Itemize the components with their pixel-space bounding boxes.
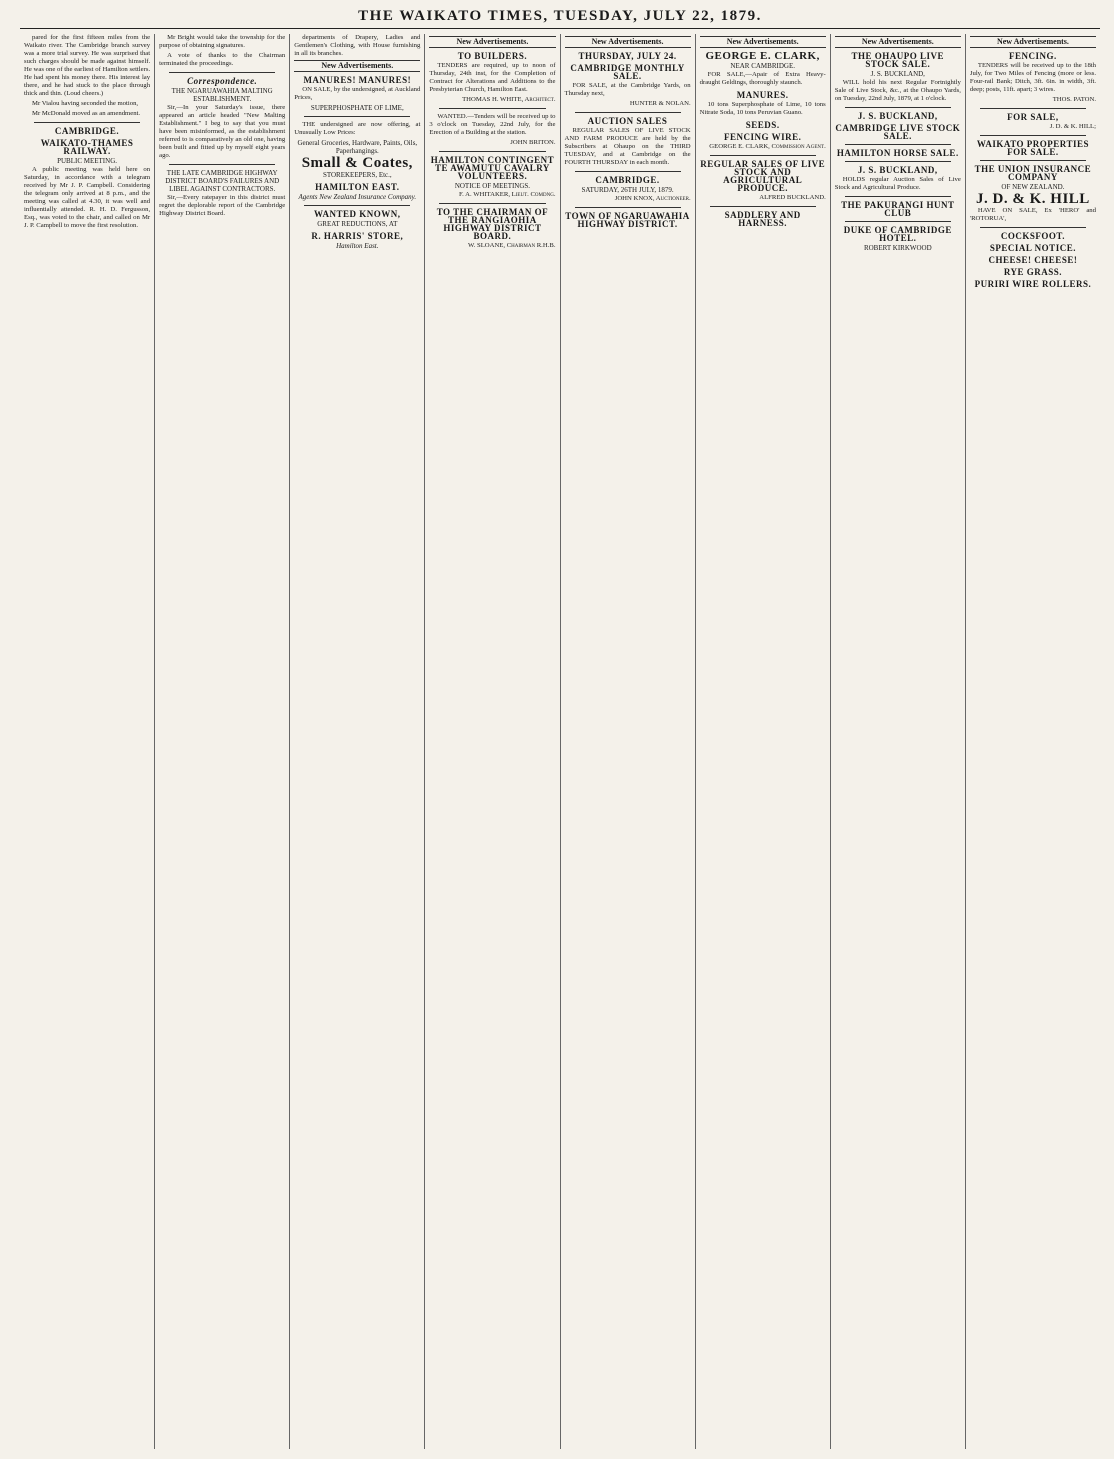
ad-heading: THURSDAY, JULY 24. <box>578 51 677 61</box>
ad-signature: JOHN KNOX, Auctioneer. <box>614 195 691 202</box>
column-8 <box>966 34 1100 1449</box>
masthead-rule <box>20 28 1100 29</box>
divider <box>169 72 275 73</box>
ad-subheading: J. S. BUCKLAND, <box>870 70 925 78</box>
article-subheading: PUBLIC MEETING. <box>57 157 117 165</box>
ad-signature: J. D. & K. HILL; <box>1049 123 1096 130</box>
ad-heading: TO BUILDERS. <box>457 51 528 61</box>
ad-heading: PURIRI WIRE ROLLERS. <box>974 279 1092 289</box>
newspaper-columns <box>20 34 1100 1449</box>
letter-text: Sir,—Every ratepayer in this district must regret the deplorable report of the Cambridge Highway District Board. <box>159 194 286 217</box>
column-6 <box>696 34 831 1449</box>
letter-text: Sir,—In your Saturday's issue, there appeared an article headed "New Malting Establishment." I beg to say that you must have been misinformed, as the establishment referred to is comparatively an old one, having been built and fitted up by myself eight years ago. <box>159 104 286 159</box>
ad-heading: DUKE OF CAMBRIDGE HOTEL. <box>843 225 952 243</box>
divider <box>980 135 1086 136</box>
ad-signature: ALFRED BUCKLAND. <box>759 194 826 201</box>
divider <box>169 164 275 165</box>
ad-heading: SEEDS. <box>745 120 780 130</box>
column-5 <box>561 34 696 1449</box>
ad-text: FOR SALE,—Apair of Extra Heavy-draught Geldings, thoroughly staunch. <box>699 71 826 86</box>
ad-heading: THE OHAUPO LIVE STOCK SALE. <box>851 51 945 69</box>
ad-text: departments of Drapery, Ladies and Gentlemen's Clothing, with House furnishing in all its branches. <box>294 34 421 57</box>
divider <box>710 206 816 207</box>
ad-list: General Groceries, Hardware, Paints, Oils, Paperhangings. <box>297 139 418 155</box>
section-heading: New Advertisements. <box>294 60 420 72</box>
ad-text: WANTED.—Tenders will be received up to 3 o'clock on Tuesday, 22nd July, for the Erection of a Building at the station. <box>429 113 556 136</box>
masthead: THE WAIKATO TIMES, TUESDAY, JULY 22, 1879. <box>358 8 762 24</box>
ad-subheading: NEAR CAMBRIDGE. <box>730 62 795 70</box>
divider <box>845 161 951 162</box>
ad-heading: CAMBRIDGE MONTHLY SALE. <box>570 63 685 81</box>
ad-heading: MANURES. <box>736 90 789 100</box>
ad-signature: THOS. PATON. <box>1052 96 1096 103</box>
ad-heading: THE PAKURANGI HUNT CLUB <box>841 200 955 218</box>
divider <box>845 221 951 222</box>
ad-heading: FENCING WIRE. <box>724 132 802 142</box>
divider <box>980 227 1086 228</box>
divider <box>34 122 140 123</box>
ad-heading: SPECIAL NOTICE. <box>989 243 1076 253</box>
ad-banner-note: Agents New Zealand Insurance Company. <box>298 193 417 201</box>
column-4 <box>425 34 560 1449</box>
divider <box>439 108 545 109</box>
section-heading: CAMBRIDGE. <box>54 126 120 136</box>
ad-subheading: OF NEW ZEALAND. <box>1001 183 1065 191</box>
ad-text: HOLDS regular Auction Sales of Live Stock and Agricultural Produce. <box>834 176 961 191</box>
ad-signature: HUNTER & NOLAN. <box>629 100 691 107</box>
ad-signature: F. A. WHITAKER, Lieut. Comdng. <box>458 191 556 198</box>
ad-signature: GEORGE E. CLARK, Commission Agent. <box>709 143 826 150</box>
column-1 <box>20 34 155 1449</box>
ad-heading: CAMBRIDGE LIVE STOCK SALE. <box>835 123 961 141</box>
divider <box>575 207 681 208</box>
section-heading: New Advertisements. <box>565 36 691 48</box>
article-text: pared for the first fifteen miles from the Waikato river. The Cambridge branch survey was a more trial survey. He was surprised that such charges should be made against himself. He was one of the earliest of Hamilton settlers. He had spent his money there. His interest lay there, and he had stuck to the place through thick and thin. (Loud cheers.) <box>24 34 151 97</box>
divider <box>304 205 410 206</box>
article-heading: THE NGARUAWAHIA MALTING ESTABLISHMENT. <box>171 87 273 103</box>
ad-heading: TO THE CHAIRMAN OF THE RANGIAOHIA HIGHWAY DISTRICT BOARD. <box>436 207 549 241</box>
divider <box>439 151 545 152</box>
article-heading: THE LATE CAMBRIDGE HIGHWAY DISTRICT BOARD'S FAILURES AND LIBEL AGAINST CONTRACTORS. <box>165 169 280 193</box>
ad-heading: MANURES! MANURES! <box>303 75 412 85</box>
ad-text: WILL hold his next Regular Fortnightly Sale of Live Stock, &c., at the Ohaupo Yards, on Tuesday, 22nd July, 1879, at 1 o'clock. <box>834 79 961 102</box>
ad-banner-sub: STOREKEEPERS, Etc., <box>322 171 392 179</box>
article-text: Mr Vialou having seconded the motion, <box>32 100 139 107</box>
ad-heading: CAMBRIDGE. <box>595 175 660 185</box>
article-text: Mr McDonald moved as an amendment. <box>32 110 141 117</box>
ad-heading: RYE GRASS. <box>1003 267 1063 277</box>
divider <box>710 155 816 156</box>
ad-heading: SADDLERY AND HARNESS. <box>724 210 801 228</box>
divider <box>439 203 545 204</box>
ad-heading: TOWN OF NGARUAWAHIA HIGHWAY DISTRICT. <box>565 211 690 229</box>
section-heading: New Advertisements. <box>835 36 961 48</box>
divider <box>845 107 951 108</box>
ad-heading: FENCING. <box>1009 51 1057 61</box>
ad-heading: WANTED KNOWN, <box>314 209 401 219</box>
divider <box>304 116 410 117</box>
ad-text: FOR SALE, at the Cambridge Yards, on Thursday next, <box>564 82 691 97</box>
ad-heading: R. HARRIS' STORE, <box>311 231 404 241</box>
divider <box>845 196 951 197</box>
ad-heading: HAMILTON CONTINGENT TE AWAMUTU CAVALRY VOLUNTEERS. <box>430 155 555 181</box>
ad-text: ON SALE, by the undersigned, at Auckland Prices, <box>294 86 421 101</box>
divider <box>575 171 681 172</box>
ad-signature: JOHN BRITON. <box>510 139 556 146</box>
ad-heading: HAMILTON HORSE SALE. <box>836 148 959 158</box>
ad-heading: J. S. BUCKLAND, <box>857 165 938 175</box>
article-text: A public meeting was held here on Saturday, in accordance with a telegram received by Mr J. P. Campbell. Considering the telegram only arrived at 8 p.m., and the meeting was called at 4.30, it was well and influentially attended. R. H. D. Fergusson, Esq., was voted to the chair, and called on Mr J. P. Campbell to move the first resolution. <box>24 166 151 229</box>
ad-heading: THE UNION INSURANCE COMPANY <box>974 164 1092 182</box>
ad-signature: W. SLOANE, Chairman R.H.B. <box>467 242 556 249</box>
ad-heading: GEORGE E. CLARK, <box>705 50 820 62</box>
column-7 <box>831 34 966 1449</box>
ad-heading: FOR SALE, <box>1007 112 1059 122</box>
ad-text: THE undersigned are now offering, at Unusually Low Prices: <box>294 121 421 136</box>
section-heading: Correspondence. <box>187 76 258 86</box>
ad-subheading: GREAT REDUCTIONS, AT <box>317 220 398 228</box>
article-text: Mr Bright would take the township for the purpose of obtaining signatures. <box>159 34 286 49</box>
ad-heading: COCKSFOOT. <box>1000 231 1065 241</box>
ad-heading: J. S. BUCKLAND, <box>857 111 938 121</box>
divider <box>980 108 1086 109</box>
ad-heading: WAIKATO PROPERTIES FOR SALE. <box>976 139 1089 157</box>
ad-banner: Small & Coates, <box>301 155 413 171</box>
ad-place: Hamilton East. <box>336 242 379 250</box>
ad-text: HAVE ON SALE, Ex 'HERO' and 'ROTORUA', <box>969 207 1096 222</box>
ad-banner-place: HAMILTON EAST. <box>315 182 400 192</box>
ad-subheading: ROBERT KIRKWOOD <box>863 244 932 252</box>
ad-heading: AUCTION SALES <box>587 116 668 126</box>
ad-text: REGULAR SALES OF LIVE STOCK AND FARM PRODUCE are held by the Subscribers at Ohaupo on the THIRD TUESDAY, and at Cambridge on the FOURTH THURSDAY in each month. <box>564 127 691 166</box>
ad-text: TENDERS are required, up to noon of Thursday, 24th inst, for the Completion of Contract for Alterations and Additions to the Presbyterian Church, Hamilton East. <box>429 62 556 93</box>
ad-heading: CHEESE! CHEESE! <box>988 255 1078 265</box>
section-heading: New Advertisements. <box>700 36 826 48</box>
ad-heading: REGULAR SALES OF LIVE STOCK AND AGRICULTURAL PRODUCE. <box>700 159 826 193</box>
section-heading: New Advertisements. <box>970 36 1096 48</box>
section-heading: New Advertisements. <box>429 36 555 48</box>
divider <box>980 160 1086 161</box>
ad-banner: J. D. & K. HILL <box>976 191 1090 207</box>
ad-subheading: SUPERPHOSPHATE OF LIME, <box>310 104 404 112</box>
column-3 <box>290 34 425 1449</box>
divider <box>845 144 951 145</box>
column-2 <box>155 34 290 1449</box>
ad-signature: THOMAS H. WHITE, Architect. <box>462 96 556 103</box>
ad-subheading: NOTICE OF MEETINGS. <box>454 182 531 190</box>
ad-text: TENDERS will be received up to the 18th July, for Two Miles of Fencing (more or less. Four-rail Bank; Ditch, 3ft. 6in. in width, 3ft. deep; posts, 11ft. apart; 3 wires. <box>969 62 1096 93</box>
divider <box>575 112 681 113</box>
ad-subheading: SATURDAY, 26TH JULY, 1879. <box>581 186 674 194</box>
article-text: A vote of thanks to the Chairman terminated the proceedings. <box>159 52 286 67</box>
ad-text: 10 tons Superphosphate of Lime, 10 tons Nitrate Soda, 10 tons Peruvian Guano. <box>699 101 826 116</box>
article-heading: WAIKATO-THAMES RAILWAY. <box>40 138 134 156</box>
